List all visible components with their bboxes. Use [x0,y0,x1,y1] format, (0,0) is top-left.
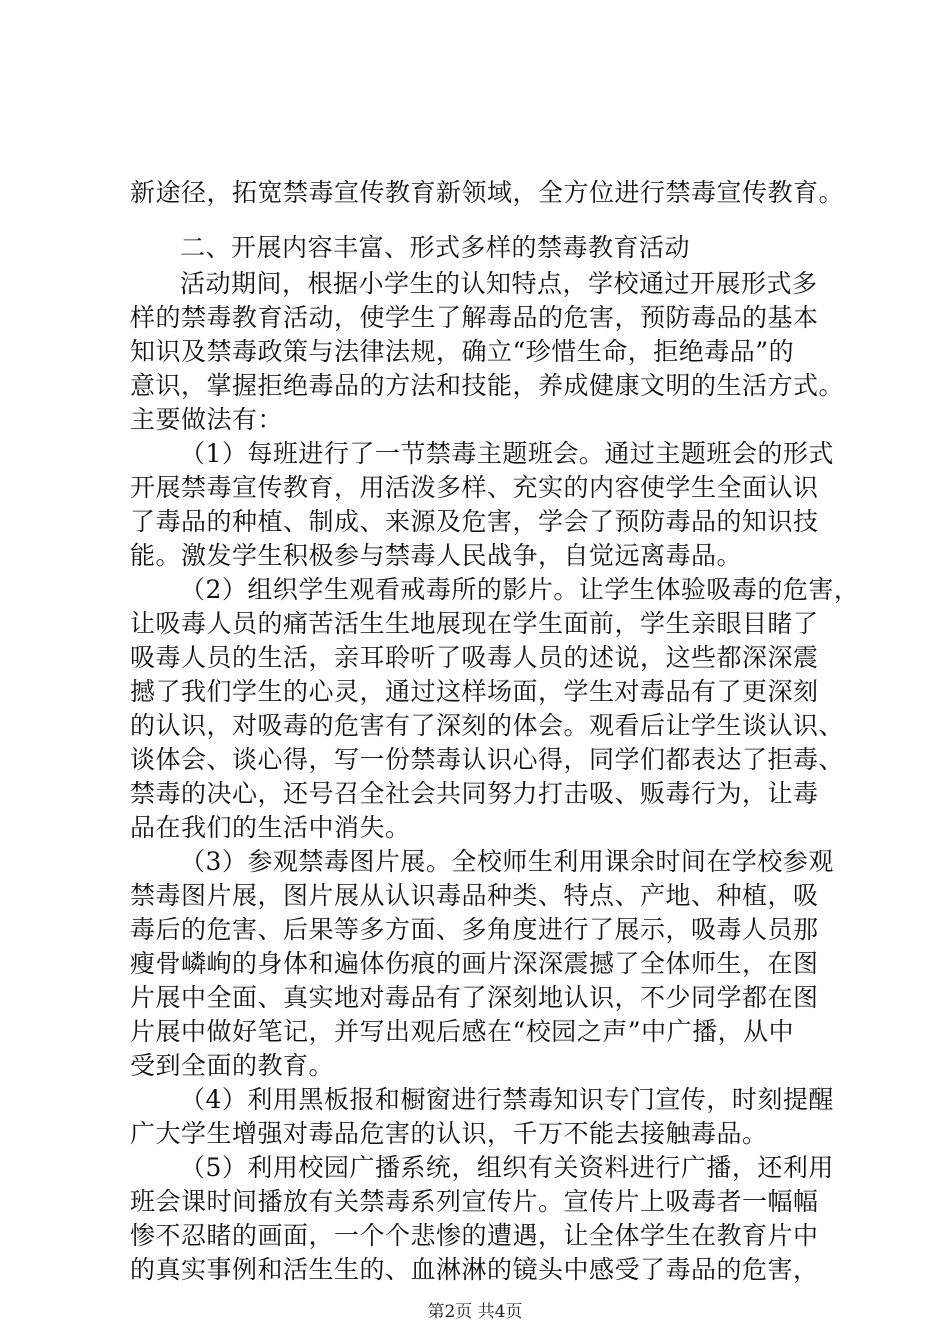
text-line: 吸毒人员的生活，亲耳聆听了吸毒人员的述说，这些都深深震 [130,643,819,672]
text-line: 品在我们的生活中消失。 [130,813,411,842]
text-line: 样的禁毒教育活动，使学生了解毒品的危害，预防毒品的基本 [130,303,819,332]
text-line: 片展中做好笔记，并写出观后感在“校园之声”中广播，从中 [130,1017,795,1046]
text-line: 瘦骨嶙峋的身体和遍体伤痕的画片深深震撼了全体师生，在图 [130,949,819,978]
text-line: 活动期间，根据小学生的认知特点，学校通过开展形式多 [180,269,818,298]
text-line: 新途径，拓宽禁毒宣传教育新领域，全方位进行禁毒宣传教育。 [130,178,845,207]
text-line: 禁毒的决心，还号召全社会共同努力打击吸、贩毒行为，让毒 [130,779,819,808]
text-line: 的认识，对吸毒的危害有了深刻的体会。观看后让学生谈认识、 [130,711,845,740]
text-line: 受到全面的教育。 [130,1051,335,1080]
text-line: 片展中全面、真实地对毒品有了深刻地认识，不少同学都在图 [130,983,819,1012]
page-footer [0,1300,950,1324]
text-line: 了毒品的种植、制成、来源及危害，学会了预防毒品的知识技 [130,507,819,536]
text-line: （3）参观禁毒图片展。全校师生利用课余时间在学校参观 [180,847,834,876]
text-line: 班会课时间播放有关禁毒系列宣传片。宣传片上吸毒者一幅幅 [130,1187,819,1216]
text-line: （2）组织学生观看戒毒所的影片。让学生体验吸毒的危害， [180,575,860,604]
text-line: 让吸毒人员的痛苦活生生地展现在学生面前，学生亲眼目睹了 [130,609,819,638]
text-line: 能。激发学生积极参与禁毒人民战争，自觉远离毒品。 [130,541,743,570]
text-line: 主要做法有： [130,405,284,434]
text-line: 意识，掌握拒绝毒品的方法和技能，养成健康文明的生活方式。 [130,371,845,400]
text-line: 谈体会、谈心得，写一份禁毒认识心得，同学们都表达了拒毒、 [130,745,845,774]
text-line: （1）每班进行了一节禁毒主题班会。通过主题班会的形式 [180,439,834,468]
text-line: 撼了我们学生的心灵，通过这样场面，学生对毒品有了更深刻 [130,677,819,706]
text-line: 惨不忍睹的画面，一个个悲惨的遭遇，让全体学生在教育片中 [130,1221,819,1250]
page-number: 第2页 共4页 [427,1302,523,1322]
text-line: 毒后的危害、后果等多方面、多角度进行了展示，吸毒人员那 [130,915,819,944]
text-line: 广大学生增强对毒品危害的认识，千万不能去接触毒品。 [130,1119,768,1148]
text-line: 开展禁毒宣传教育，用活泼多样、充实的内容使学生全面认识 [130,473,819,502]
text-line: 的真实事例和活生生的、血淋淋的镜头中感受了毒品的危害， [130,1255,819,1284]
text-line: （5）利用校园广播系统，组织有关资料进行广播，还利用 [180,1153,834,1182]
text-line: 知识及禁毒政策与法律法规，确立“珍惜生命，拒绝毒品”的 [130,337,795,366]
section-heading: 二、开展内容丰富、形式多样的禁毒教育活动 [180,233,691,262]
text-line: 禁毒图片展，图片展从认识毒品种类、特点、产地、种植，吸 [130,881,819,910]
text-line: （4）利用黑板报和橱窗进行禁毒知识专门宣传，时刻提醒 [180,1085,834,1114]
